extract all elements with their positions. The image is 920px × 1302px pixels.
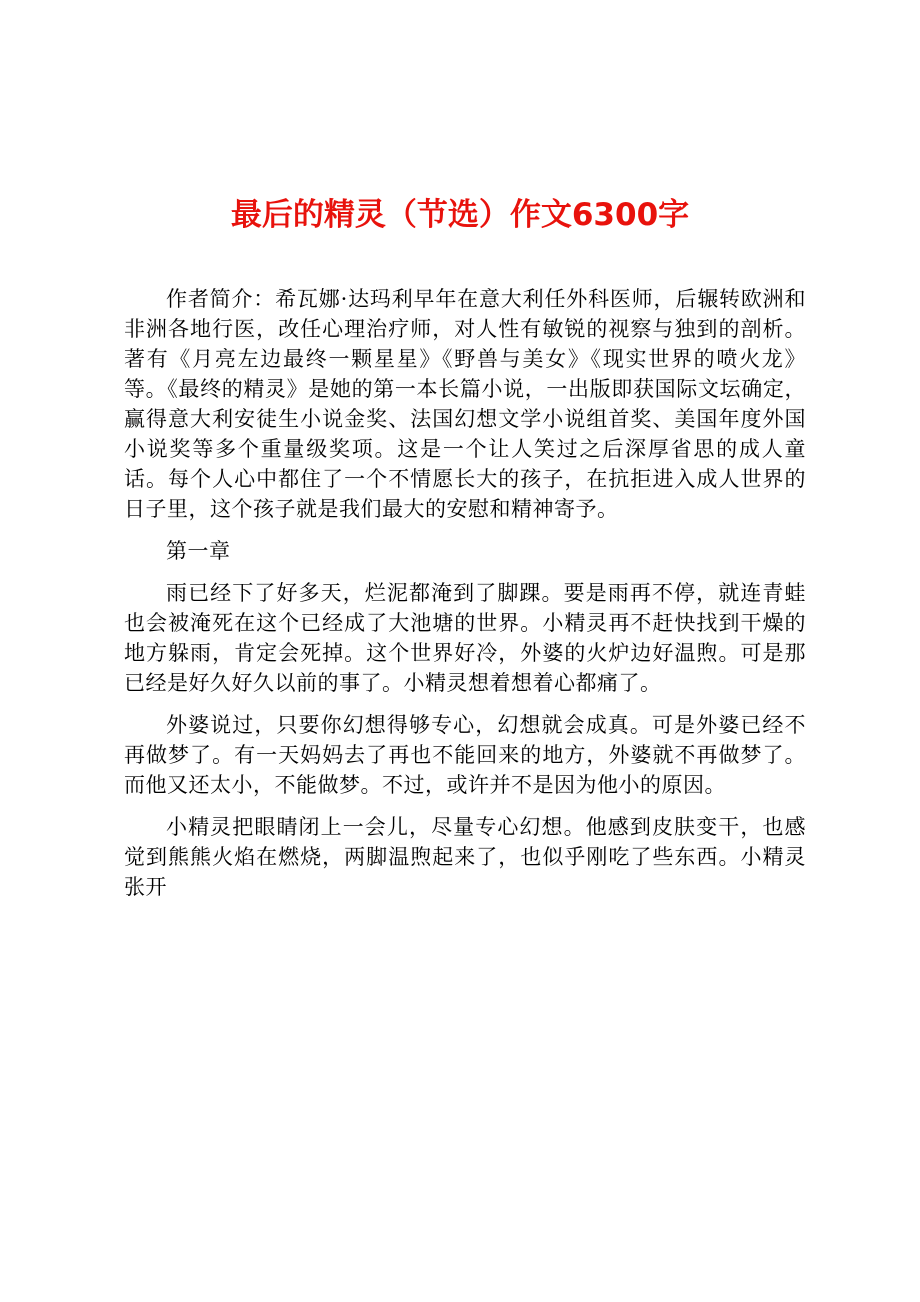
- paragraph-grandma: 外婆说过，只要你幻想得够专心，幻想就会成真。可是外婆已经不再做梦了。有一天妈妈去了再也不能回来的地方，外婆就不再做梦了。而他又还太小，不能做梦。不过，或许并不是因为他小的原因。: [124, 713, 806, 797]
- paragraph-rain: 雨已经下了好多天，烂泥都淹到了脚踝。要是雨再不停，就连青蛙也会被淹死在这个已经成了大池塘的世界。小精灵再不赶快找到干燥的地方躲雨，肯定会死掉。这个世界好冷，外婆的火炉边好温煦。可是那已经是好久好久以前的事了。小精灵想着想着心都痛了。: [124, 581, 806, 695]
- paragraph-dream: 小精灵把眼睛闭上一会儿，尽量专心幻想。他感到皮肤变干，也感觉到熊熊火焰在燃烧，两脚温煦起来了，也似乎刚吃了些东西。小精灵张开: [124, 815, 806, 899]
- chapter-heading: 第一章: [166, 539, 231, 563]
- paragraph-author-intro: 作者简介：希瓦娜·达玛利早年在意大利任外科医师，后辗转欧洲和非洲各地行医，改任心理治疗师，对人性有敏锐的视察与独到的剖析。著有《月亮左边最终一颗星星》《野兽与美女》《现实世界的喷火龙》等。《最终的精灵》是她的第一本长篇小说，一出版即获国际文坛确定，赢得意大利安徒生小说金奖、法国幻想文学小说组首奖、美国年度外国小说奖等多个重量级奖项。这是一个让人笑过之后深厚省思的成人童话。每个人心中都住了一个不情愿长大的孩子，在抗拒进入成人世界的日子里，这个孩子就是我们最大的安慰和精神寄予。: [124, 287, 806, 521]
- document-body: [124, 284, 806, 914]
- document-title: 最后的精灵（节选）作文6300字: [230, 197, 690, 233]
